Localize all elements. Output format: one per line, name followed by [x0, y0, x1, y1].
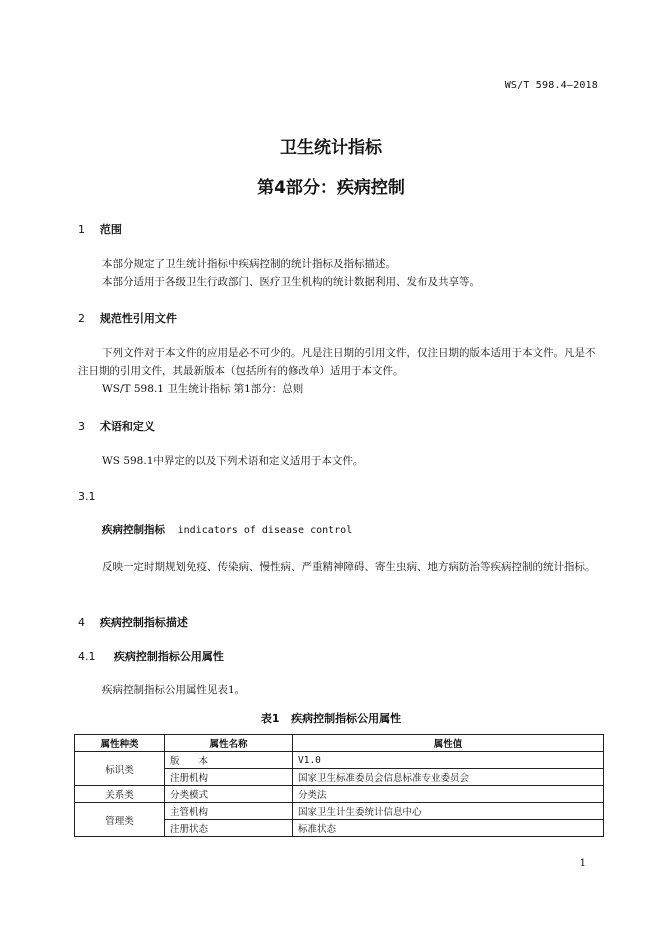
attribute-value: 分类法	[293, 786, 604, 803]
section-4-1-heading	[78, 648, 224, 664]
section-1-para-1: 本部分规定了卫生统计指标中疾病控制的统计指标及指标描述。	[102, 258, 396, 270]
attribute-table	[74, 734, 604, 837]
section-title: 术语和定义	[99, 420, 155, 433]
section-number: 2	[78, 312, 85, 325]
section-number: 3	[78, 420, 85, 433]
section-number: 1	[78, 223, 85, 236]
section-1-para-2: 本部分适用于各级卫生行政部门、医疗卫生机构的统计数据利用、发布及共享等。	[102, 276, 480, 288]
attribute-value: V1.0	[293, 752, 604, 769]
document-title: 卫生统计指标	[280, 138, 382, 158]
column-header: 属性种类	[75, 735, 165, 752]
section-number: 4	[78, 616, 85, 629]
column-header: 属性名称	[165, 735, 293, 752]
term-chinese: 疾病控制指标	[102, 524, 165, 536]
attribute-value: 国家卫生标准委员会信息标准专业委员会	[293, 769, 604, 786]
attribute-name: 主管机构	[165, 803, 293, 820]
section-title: 疾病控制指标描述	[99, 616, 188, 629]
page-number: 1	[579, 858, 586, 869]
table-row	[75, 803, 604, 820]
term-definition: 反映一定时期规划免疫、传染病、慢性病、严重精神障碍、寄生虫病、地方病防治等疾病控制的统计指标。	[102, 561, 596, 573]
attribute-name: 版 本	[165, 752, 293, 769]
attribute-category: 关系类	[75, 786, 165, 803]
section-number: 4.1	[78, 650, 96, 663]
term-english: indicators of disease control	[177, 525, 353, 536]
section-2-para-1: 下列文件对于本文件的应用是必不可少的。凡是注日期的引用文件，仅注日期的版本适用于本文件。凡是不注日期的引用文件，其最新版本（包括所有的修改单）适用于本文件。	[78, 347, 596, 377]
section-4-heading	[78, 614, 188, 630]
section-title: 疾病控制指标公用属性	[113, 650, 224, 663]
attribute-value: 标准状态	[293, 820, 604, 837]
section-title: 规范性引用文件	[99, 312, 177, 325]
section-3-heading	[78, 418, 155, 434]
section-2-heading	[78, 310, 177, 326]
section-4-1-para-1: 疾病控制指标公用属性见表1。	[102, 684, 246, 696]
section-2-reference: WS/T 598.1 卫生统计指标 第1部分：总则	[102, 383, 304, 395]
table-row	[75, 752, 604, 769]
standard-code: WS/T 598.4—2018	[504, 80, 598, 91]
section-number: 3.1	[78, 490, 96, 503]
attribute-name: 注册机构	[165, 769, 293, 786]
section-3-1-number	[78, 490, 96, 503]
attribute-name: 分类模式	[165, 786, 293, 803]
term-entry	[78, 521, 602, 540]
section-1-heading	[78, 221, 122, 237]
attribute-name: 注册状态	[165, 820, 293, 837]
table-header-row	[75, 735, 604, 752]
attribute-value: 国家卫生计生委统计信息中心	[293, 803, 604, 820]
table-row	[75, 786, 604, 803]
attribute-category: 标识类	[75, 752, 165, 786]
column-header: 属性值	[293, 735, 604, 752]
document-subtitle: 第4部分：疾病控制	[257, 178, 405, 198]
section-title: 范围	[99, 223, 122, 236]
attribute-category: 管理类	[75, 803, 165, 837]
table-caption: 表1 疾病控制指标公用属性	[260, 712, 402, 725]
section-3-para-1: WS 598.1中界定的以及下列术语和定义适用于本文件。	[102, 455, 364, 467]
